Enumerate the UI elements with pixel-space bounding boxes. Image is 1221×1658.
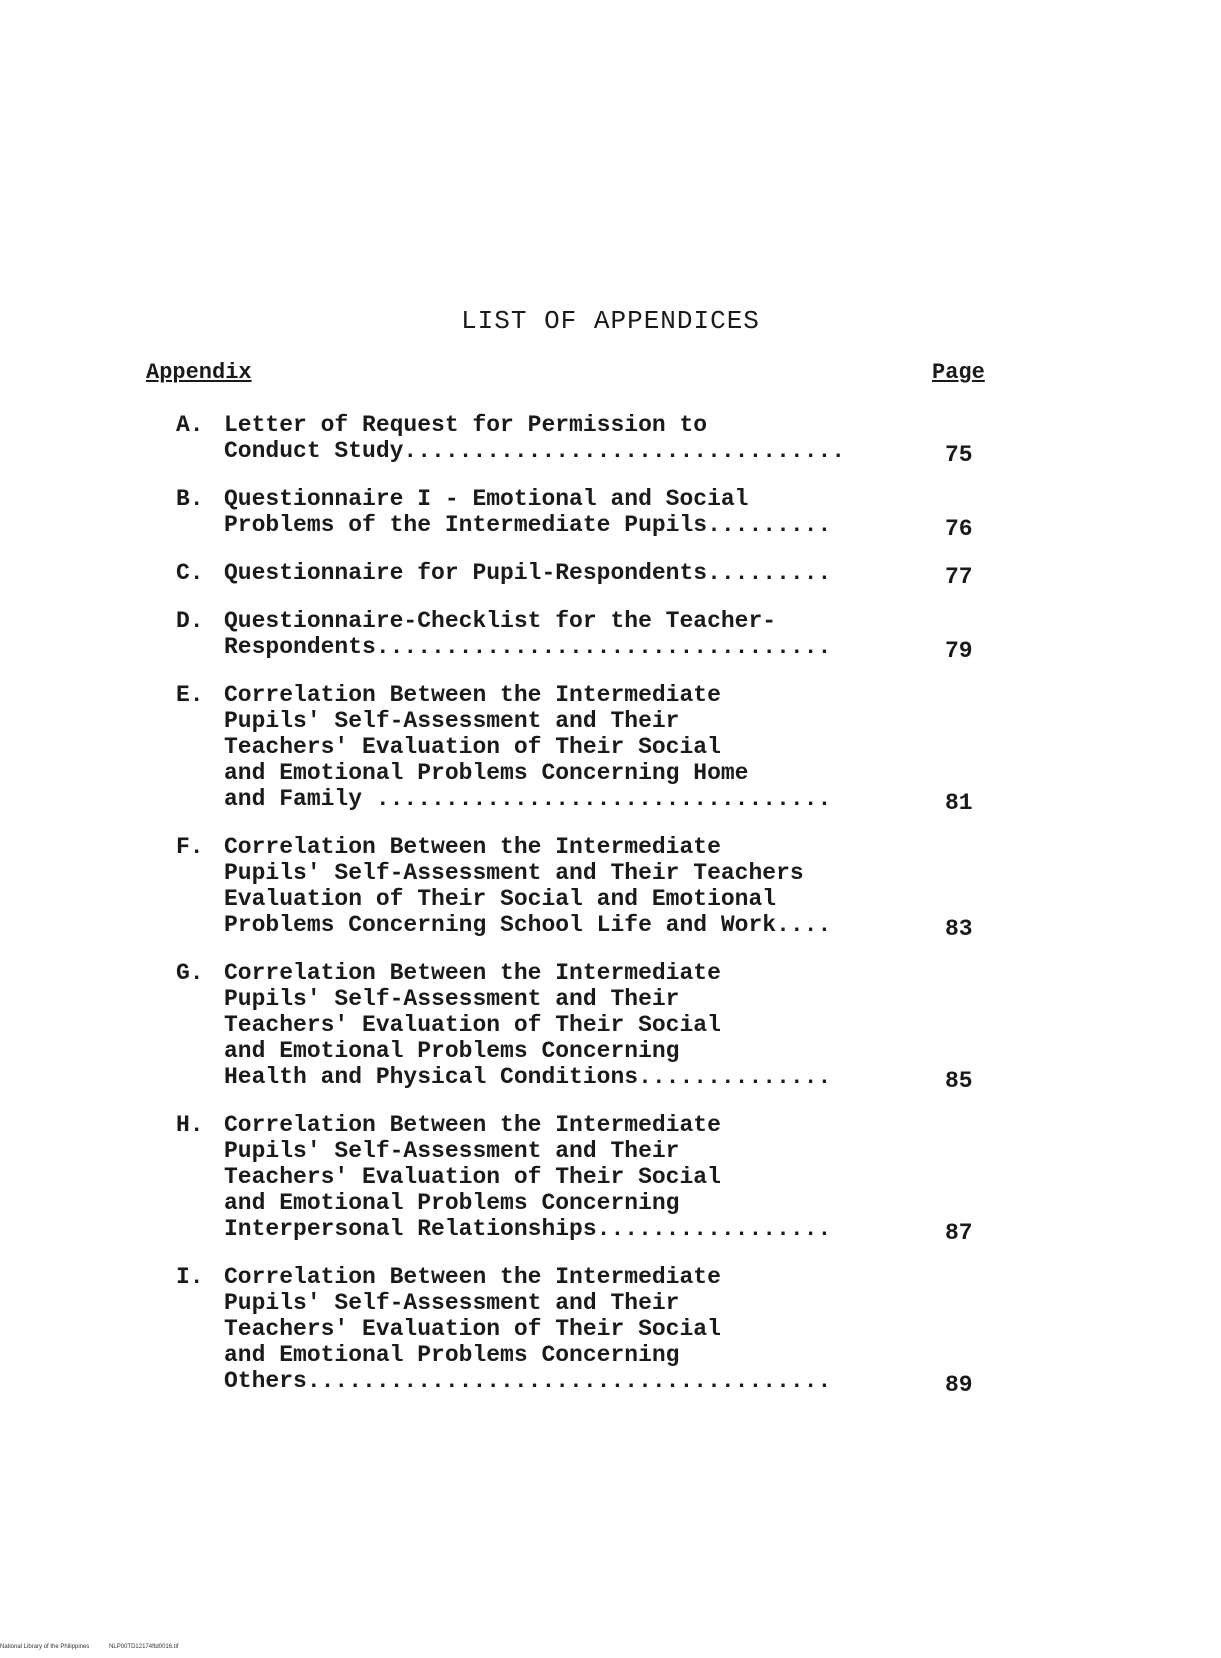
appendix-entry (0, 834, 1221, 942)
appendix-title (224, 682, 914, 812)
appendix-title-line: Problems Concerning School Life and Work.... (224, 912, 832, 938)
appendix-column-header: Appendix (146, 360, 252, 385)
appendix-page-number: 83 (945, 916, 973, 942)
appendix-title-line: Health and Physical Conditions.............. (224, 1064, 832, 1090)
appendix-title (224, 412, 914, 464)
appendix-entry (0, 412, 1221, 468)
appendix-title-line: Teachers' Evaluation of Their Social (224, 1012, 721, 1038)
appendix-title-line: Pupils' Self-Assessment and Their (224, 986, 680, 1012)
appendix-title-line: Correlation Between the Intermediate (224, 960, 721, 986)
appendix-title-line: Others...................................... (224, 1368, 832, 1394)
appendix-title (224, 1112, 914, 1242)
appendix-page-number: 87 (945, 1220, 973, 1246)
appendix-title (224, 960, 914, 1090)
appendix-title-line: Pupils' Self-Assessment and Their (224, 1138, 680, 1164)
appendix-title (224, 486, 914, 538)
appendix-title-line: Questionnaire for Pupil-Respondents......... (224, 560, 832, 586)
appendix-page-number: 81 (945, 790, 973, 816)
appendix-title-line: Correlation Between the Intermediate (224, 682, 721, 708)
appendix-letter: B. (176, 486, 204, 512)
appendix-title-line: and Emotional Problems Concerning Home (224, 760, 749, 786)
appendix-letter: H. (176, 1112, 204, 1138)
appendix-letter: F. (176, 834, 204, 860)
appendix-title-line: Questionnaire-Checklist for the Teacher- (224, 608, 777, 634)
appendix-letter: D. (176, 608, 204, 634)
appendix-entry (0, 608, 1221, 664)
appendix-title-line: and Emotional Problems Concerning (224, 1038, 680, 1064)
appendix-title-line: Correlation Between the Intermediate (224, 1112, 721, 1138)
appendix-title-line: Correlation Between the Intermediate (224, 1264, 721, 1290)
appendix-entry (0, 486, 1221, 542)
appendix-title (224, 560, 914, 586)
appendix-title (224, 608, 914, 660)
appendix-letter: I. (176, 1264, 204, 1290)
appendix-entry (0, 1264, 1221, 1398)
appendix-title-line: Questionnaire I - Emotional and Social (224, 486, 749, 512)
appendix-page-number: 77 (945, 564, 973, 590)
appendix-letter: E. (176, 682, 204, 708)
appendix-title-line: Teachers' Evaluation of Their Social (224, 734, 721, 760)
footer-note (0, 1644, 196, 1650)
appendix-title-line: Teachers' Evaluation of Their Social (224, 1164, 721, 1190)
page-title: LIST OF APPENDICES (461, 306, 760, 336)
appendix-letter: C. (176, 560, 204, 586)
appendix-title-line: Problems of the Intermediate Pupils......... (224, 512, 832, 538)
appendix-title-line: Letter of Request for Permission to (224, 412, 708, 438)
appendix-title-line: and Emotional Problems Concerning (224, 1190, 680, 1216)
appendix-title-line: Pupils' Self-Assessment and Their (224, 708, 680, 734)
appendix-page-number: 76 (945, 516, 973, 542)
appendix-title-line: Respondents................................. (224, 634, 832, 660)
appendix-title-line: Pupils' Self-Assessment and Their (224, 1290, 680, 1316)
appendix-entry (0, 960, 1221, 1094)
appendix-title-line: and Emotional Problems Concerning (224, 1342, 680, 1368)
appendix-page-number: 75 (945, 442, 973, 468)
appendix-entry (0, 1112, 1221, 1246)
appendix-entry (0, 682, 1221, 816)
appendix-entry (0, 560, 1221, 590)
appendix-title-line: Correlation Between the Intermediate (224, 834, 721, 860)
appendix-page-number: 79 (945, 638, 973, 664)
appendix-title-line: Conduct Study................................ (224, 438, 846, 464)
appendix-title-line: Evaluation of Their Social and Emotional (224, 886, 777, 912)
appendix-title (224, 834, 914, 938)
appendix-letter: A. (176, 412, 204, 438)
appendix-list (0, 412, 1221, 1416)
page-column-header: Page (932, 360, 985, 385)
appendix-page-number: 89 (945, 1372, 973, 1398)
footer-file: NLP00TD12174ftd0016.tif (109, 1644, 179, 1650)
appendix-page-number: 85 (945, 1068, 973, 1094)
footer-library: National Library of the Philippines (0, 1644, 90, 1650)
appendix-letter: G. (176, 960, 204, 986)
appendix-title (224, 1264, 914, 1394)
appendix-title-line: Teachers' Evaluation of Their Social (224, 1316, 721, 1342)
appendix-title-line: Pupils' Self-Assessment and Their Teachers (224, 860, 804, 886)
appendix-title-line: Interpersonal Relationships................. (224, 1216, 832, 1242)
appendix-title-line: and Family ................................. (224, 786, 832, 812)
